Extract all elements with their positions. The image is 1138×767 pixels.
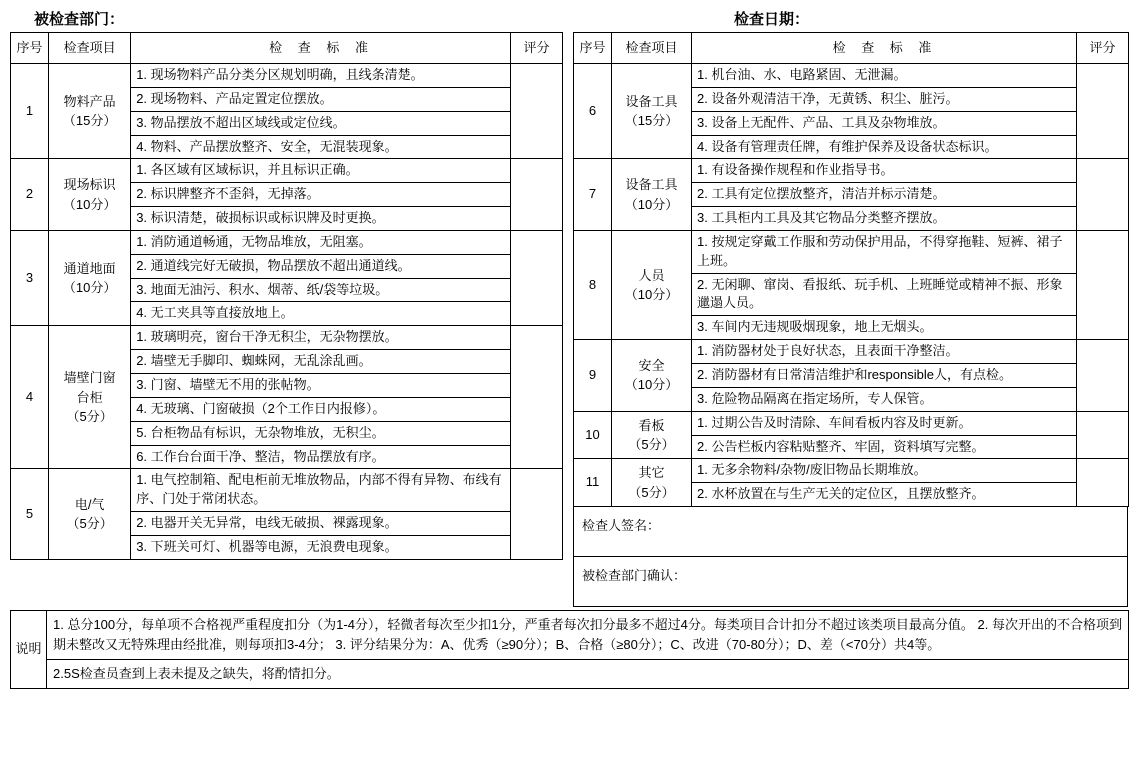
form-header [10,4,1128,32]
criteria-cell: 1. 玻璃明亮，窗台干净无积尘，无杂物摆放。 [131,326,511,350]
row-no: 10 [574,411,612,459]
col-header-no: 序号 [11,33,49,64]
score-cell[interactable] [1077,411,1129,459]
col-header-standard: 检 查 标 准 [131,33,511,64]
table-row [11,64,563,88]
inspector-signature-field[interactable]: 检查人签名： [574,507,1127,557]
criteria-cell: 1. 各区域有区域标识，并且标识正确。 [131,159,511,183]
row-no: 4 [11,326,49,469]
right-checklist-table [573,32,1129,507]
table-row [11,159,563,183]
col-header-item: 检查项目 [49,33,131,64]
table-row [11,33,563,64]
score-cell[interactable] [1077,230,1129,339]
criteria-cell: 1. 有设备操作规程和作业指导书。 [692,159,1077,183]
row-item: 看板 （5分） [612,411,692,459]
table-row [574,230,1129,273]
row-item: 设备工具 （15分） [612,64,692,159]
row-no: 2 [11,159,49,231]
criteria-cell: 2. 现场物料、产品定置定位摆放。 [131,87,511,111]
score-cell[interactable] [1077,459,1129,507]
criteria-cell: 2. 设备外观清洁干净，无黄锈、积尘、脏污。 [692,87,1077,111]
row-no: 8 [574,230,612,339]
row-item: 设备工具 （10分） [612,159,692,231]
row-no: 7 [574,159,612,231]
criteria-cell: 4. 无玻璃、门窗破损（2个工作日内报修）。 [131,397,511,421]
criteria-cell: 2. 水杯放置在与生产无关的定位区，且摆放整齐。 [692,483,1077,507]
row-no: 1 [11,64,49,159]
row-no: 5 [11,469,49,559]
row-no: 3 [11,230,49,325]
score-cell[interactable] [510,64,562,159]
row-item: 物料产品 （15分） [49,64,131,159]
col-header-standard: 检 查 标 准 [692,33,1077,64]
criteria-cell: 1. 过期公告及时清除、车间看板内容及时更新。 [692,411,1077,435]
criteria-cell: 1. 现场物料产品分类分区规划明确，且线条清楚。 [131,64,511,88]
notes-line-1: 1. 总分100分，每单项不合格视严重程度扣分（为1-4分），轻微者每次至少扣1分，严重者每次扣分最多不超过4分。每类项目合计扣分不超过该类项目最高分值。 2. 每次开出的不合格项到期未整改又无特殊理由经批准，则每项扣3-4分； 3. 评分结果分为：A、优秀（≥90分）；B、合格（≥80分）；C、改进（70-80分）；D、差（<70分）共4等。 [47,611,1129,660]
row-item: 墙壁门窗 台柜 （5分） [49,326,131,469]
left-checklist-table [10,32,563,560]
criteria-cell: 1. 无多余物料/杂物/废旧物品长期堆放。 [692,459,1077,483]
score-cell[interactable] [510,230,562,325]
col-header-item: 检查项目 [612,33,692,64]
row-no: 11 [574,459,612,507]
criteria-cell: 2. 消防器材有日常清洁维护和responsible人，有点检。 [692,363,1077,387]
table-row [574,411,1129,435]
criteria-cell: 3. 下班关可灯、机器等电源，无浪费电现象。 [131,535,511,559]
criteria-cell: 3. 车间内无违规吸烟现象，地上无烟头。 [692,316,1077,340]
criteria-cell: 3. 地面无油污、积水、烟蒂、纸/袋等垃圾。 [131,278,511,302]
table-row [574,340,1129,364]
criteria-cell: 2. 通道线完好无破损，物品摆放不超出通道线。 [131,254,511,278]
inspected-department-label: 被检查部门： [34,10,125,28]
score-cell[interactable] [1077,64,1129,159]
row-item: 安全 （10分） [612,340,692,412]
notes-table [10,610,1129,689]
criteria-cell: 4. 设备有管理责任牌，有维护保养及设备状态标识。 [692,135,1077,159]
criteria-cell: 2. 公告栏板内容粘贴整齐、牢固，资料填写完整。 [692,435,1077,459]
table-row [11,230,563,254]
department-confirm-field[interactable]: 被检查部门确认： [582,568,687,584]
row-item: 电/气 （5分） [49,469,131,559]
criteria-cell: 4. 无工夹具等直接放地上。 [131,302,511,326]
table-row [574,459,1129,483]
row-item: 其它 （5分） [612,459,692,507]
criteria-cell: 3. 工具柜内工具及其它物品分类整齐摆放。 [692,207,1077,231]
criteria-cell: 1. 消防器材处于良好状态，且表面干净整洁。 [692,340,1077,364]
criteria-cell: 1. 按规定穿戴工作服和劳动保护用品，不得穿拖鞋、短裤、裙子上班。 [692,230,1077,273]
criteria-cell: 3. 标识清楚，破损标识或标识牌及时更换。 [131,207,511,231]
criteria-cell: 1. 消防通道畅通，无物品堆放，无阻塞。 [131,230,511,254]
criteria-cell: 3. 危险物品隔离在指定场所，专人保管。 [692,387,1077,411]
criteria-cell: 2. 无闲聊、窜岗、看报纸、玩手机、上班睡觉或精神不振、形象邋遢人员。 [692,273,1077,316]
notes-line-2: 2.5S检查员查到上表未提及之缺失，将酌情扣分。 [47,660,1129,689]
table-row [574,64,1129,88]
criteria-cell: 2. 标识牌整齐不歪斜，无掉落。 [131,183,511,207]
criteria-cell: 2. 电器开关无异常，电线无破损、裸露现象。 [131,512,511,536]
col-header-no: 序号 [574,33,612,64]
criteria-cell: 1. 机台油、水、电路紧固、无泄漏。 [692,64,1077,88]
col-header-score: 评分 [510,33,562,64]
table-row [11,611,1129,660]
criteria-cell: 3. 设备上无配件、产品、工具及杂物堆放。 [692,111,1077,135]
row-item: 现场标识 （10分） [49,159,131,231]
inspection-date-label: 检查日期： [734,10,810,28]
criteria-cell: 5. 台柜物品有标识，无杂物堆放，无积尘。 [131,421,511,445]
criteria-cell: 1. 电气控制箱、配电柜前无堆放物品，内部不得有异物、布线有序、门处于常闭状态。 [131,469,511,512]
table-row [574,33,1129,64]
criteria-cell: 2. 墙壁无手脚印、蜘蛛网，无乱涂乱画。 [131,350,511,374]
table-row [11,326,563,350]
score-cell[interactable] [510,326,562,469]
score-cell[interactable] [1077,159,1129,231]
row-no: 9 [574,340,612,412]
col-header-score: 评分 [1077,33,1129,64]
criteria-cell: 6. 工作台台面干净、整洁，物品摆放有序。 [131,445,511,469]
row-item: 通道地面 （10分） [49,230,131,325]
row-item: 人员 （10分） [612,230,692,339]
score-cell[interactable] [510,469,562,559]
table-row [11,469,563,512]
criteria-cell: 4. 物料、产品摆放整齐、安全，无混装现象。 [131,135,511,159]
criteria-cell: 2. 工具有定位摆放整齐，清洁并标示清楚。 [692,183,1077,207]
signature-box [573,507,1128,607]
table-row [11,660,1129,689]
criteria-cell: 3. 物品摆放不超出区域线或定位线。 [131,111,511,135]
score-cell[interactable] [1077,340,1129,412]
right-column [573,32,1128,607]
table-row [574,159,1129,183]
criteria-cell: 3. 门窗、墙壁无不用的张帖物。 [131,373,511,397]
row-no: 6 [574,64,612,159]
score-cell[interactable] [510,159,562,231]
tables-wrapper [10,32,1128,607]
notes-label: 说明 [11,611,47,689]
